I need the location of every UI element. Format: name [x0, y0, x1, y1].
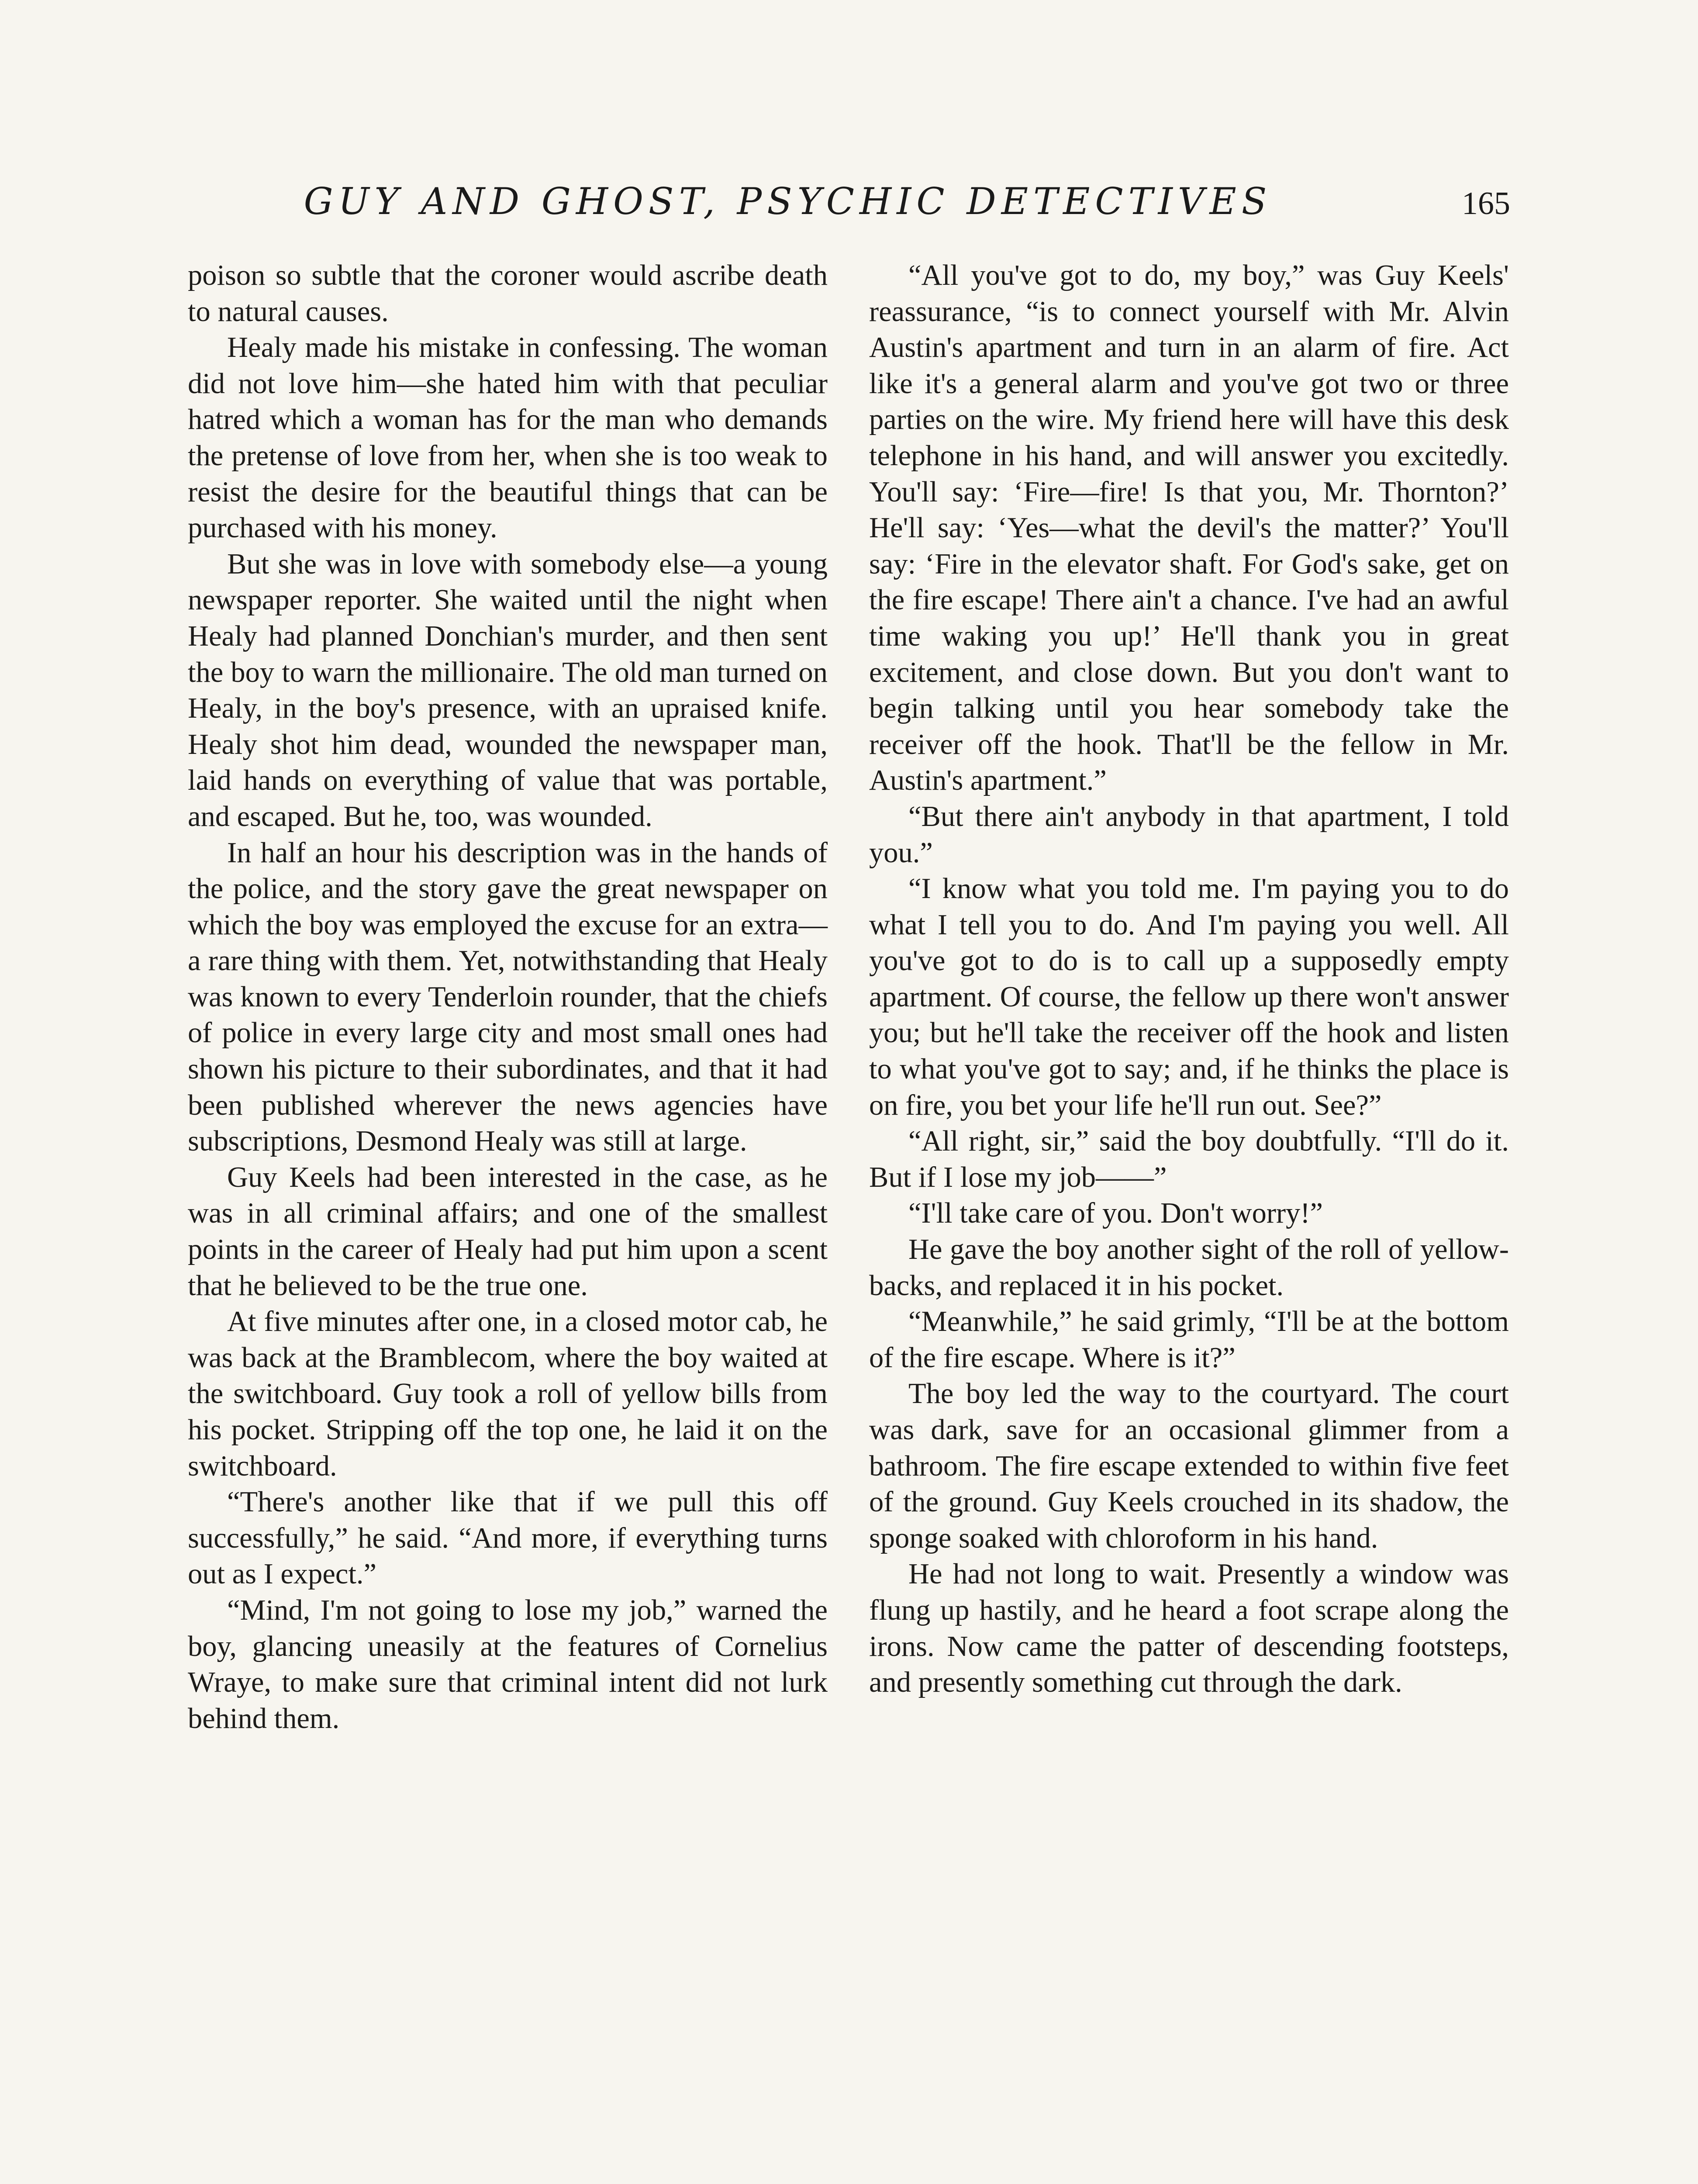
page-header [188, 180, 1510, 232]
paragraph: “All right, sir,” said the boy doubtfully. “I'll do it. But if I lose my job——” [869, 1125, 1509, 1193]
paragraph: “There's another like that if we pull this off successfully,” he said. “And more, if everything turns out as I expect.” [188, 1486, 828, 1590]
left-column [188, 258, 828, 2184]
page-number: 165 [1462, 186, 1510, 221]
paragraph: poison so subtle that the coroner would ascribe death to natural causes. [188, 259, 828, 328]
paragraph: At five minutes after one, in a closed motor cab, he was back at the Bramblecom, where the boy waited at the switchboard. Guy took a roll of yellow bills from his pocket. Stripping off the top one, he laid it on the switchboard. [188, 1306, 828, 1482]
text-columns [188, 258, 1509, 2184]
paragraph: In half an hour his description was in the hands of the police, and the story gave the great newspaper on which the boy was employed the excuse for an extra—a rare thing with them. Yet, notwithstanding that Healy was known to every Tenderloin rounder, that the chiefs of police in every large city and most small ones had shown his picture to their subordinates, and that it had been published wherever the news agencies have subscriptions, Desmond Healy was still at large. [188, 836, 828, 1158]
paragraph: “I'll take care of you. Don't worry!” [908, 1197, 1323, 1230]
running-title: GUY AND GHOST, PSYCHIC DETECTIVES [304, 180, 1272, 223]
paragraph: Guy Keels had been interested in the case, as he was in all criminal affairs; and one of the smallest points in the career of Healy had put him upon a scent that he believed to be the true one. [188, 1161, 828, 1302]
paragraph: He had not long to wait. Presently a window was flung up hastily, and he heard a foot scrape along the irons. Now came the patter of descending footsteps, and presently something cut through the dark. [869, 1558, 1509, 1699]
paragraph: But she was in love with somebody else—a young newspaper reporter. She waited until the night when Healy had planned Donchian's murder, and then sent the boy to warn the millionaire. The old man turned on Healy, in the boy's presence, with an upraised knife. Healy shot him dead, wounded the newspaper man, laid hands on everything of value that was portable, and escaped. But he, too, was wounded. [188, 548, 828, 833]
paragraph: He gave the boy another sight of the roll of yellow-backs, and replaced it in his pocket. [869, 1234, 1509, 1302]
right-column [869, 258, 1509, 2184]
paragraph: “All you've got to do, my boy,” was Guy Keels' reassurance, “is to connect yourself with Mr. Alvin Austin's apartment and turn in an alarm of fire. Act like it's a general alarm and you've got two or three parties on the wire. My friend here will have this desk telephone in his hand, and will answer you excitedly. You'll say: ‘Fire—fire! Is that you, Mr. Thornton?’ He'll say: ‘Yes—what the devil's the matter?’ You'll say: ‘Fire in the elevator shaft. For God's sake, get on the fire escape! There ain't a chance. I've had an awful time waking you up!’ He'll thank you in great excitement, and close down. But you don't want to begin talking until you hear somebody take the receiver off the hook. That'll be the fellow in Mr. Austin's apartment.” [869, 259, 1509, 797]
paragraph: “Mind, I'm not going to lose my job,” warned the boy, glancing uneasily at the features of Cornelius Wraye, to make sure that criminal intent did not lurk behind them. [188, 1594, 828, 1735]
paragraph: “But there ain't anybody in that apartment, I told you.” [869, 800, 1509, 869]
paragraph: Healy made his mistake in confessing. The woman did not love him—she hated him with that peculiar hatred which a woman has for the man who demands the pretense of love from her, when she is too weak to resist the desire for the beautiful things that can be purchased with his money. [188, 332, 828, 544]
paragraph: “Meanwhile,” he said grimly, “I'll be at the bottom of the fire escape. Where is it?” [869, 1306, 1509, 1374]
paragraph: “I know what you told me. I'm paying you to do what I tell you to do. And I'm paying you well. All you've got to do is to call up a supposedly empty apartment. Of course, the fellow up there won't answer you; but he'll take the receiver off the hook and listen to what you've got to say; and, if he thinks the place is on fire, you bet your life he'll run out. See?” [869, 873, 1509, 1121]
paragraph: The boy led the way to the courtyard. The court was dark, save for an occasional glimmer from a bathroom. The fire escape extended to within five feet of the ground. Guy Keels crouched in its shadow, the sponge soaked with chloroform in his hand. [869, 1378, 1509, 1554]
